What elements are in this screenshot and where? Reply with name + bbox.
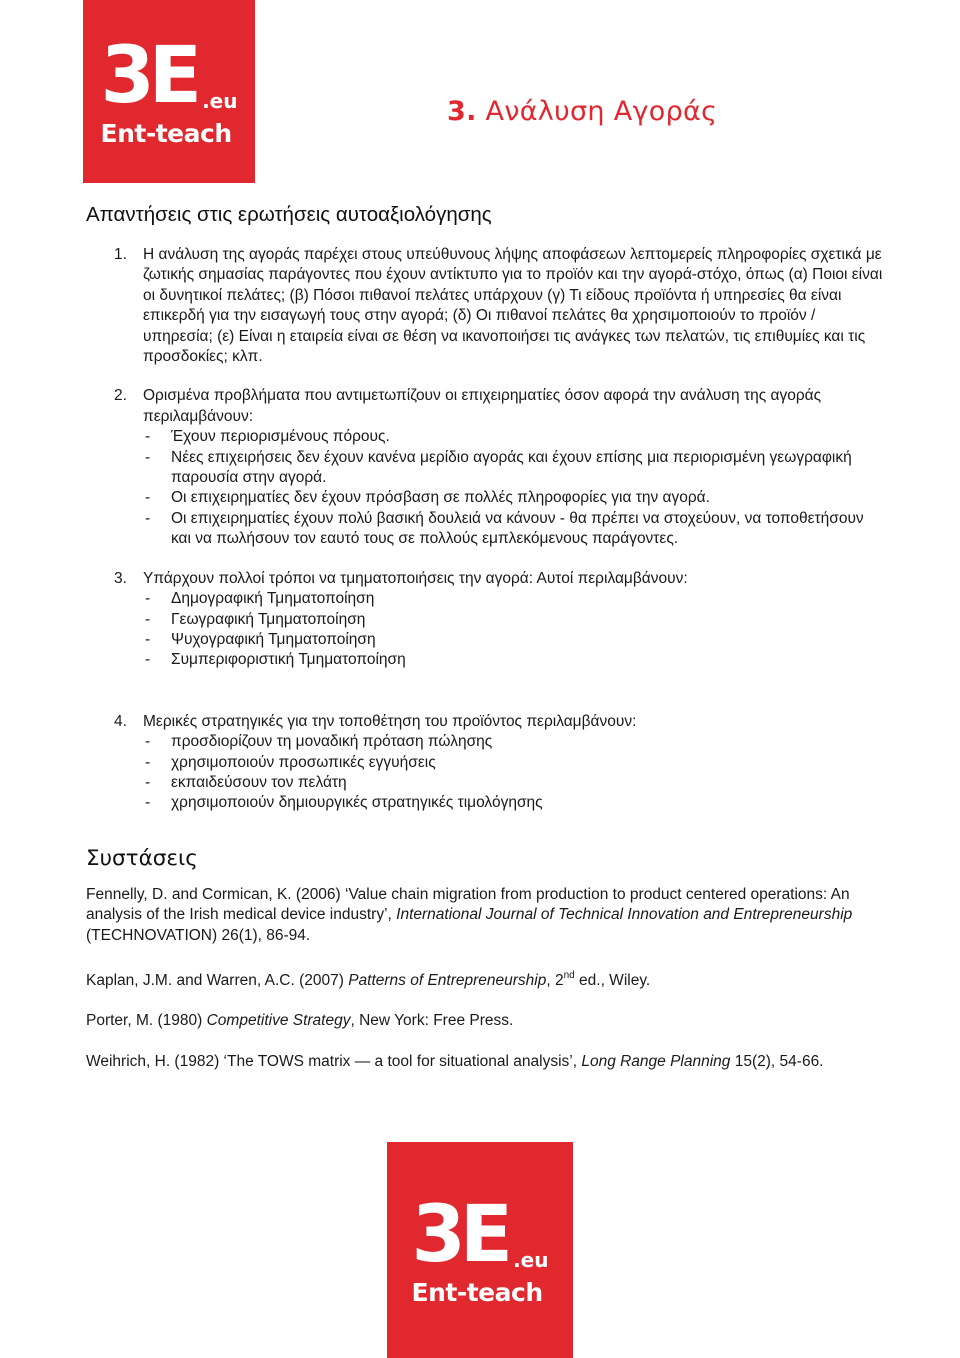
dash-mark: -	[145, 630, 151, 648]
logo-bottom	[387, 1142, 573, 1358]
bullet-item	[143, 509, 886, 550]
logo-mark	[411, 1189, 549, 1307]
bullet-text: χρησιμοποιούν δημιουργικές στρατηγικές τιμολόγησης	[171, 794, 543, 812]
answer-bullets	[143, 427, 886, 549]
reference-text: Weihrich, H. (1982) ‘The TOWS matrix — a tool for situational analysis’,	[86, 1052, 582, 1070]
chapter-title: Ανάλυση Αγοράς	[485, 96, 718, 127]
answer-text: Ορισμένα προβλήματα που αντιμετωπίζουν οι επιχειρηματίες όσον αφορά την ανάλυση της αγοράς περιλαμβάνουν:	[143, 387, 822, 425]
reference-superscript: nd	[563, 969, 575, 981]
answer-number: 2.	[114, 387, 127, 405]
dash-mark: -	[145, 428, 151, 446]
dash-mark: -	[145, 773, 151, 791]
reference-text: , New York: Free Press.	[350, 1012, 514, 1030]
bullet-text: Νέες επιχειρήσεις δεν έχουν κανένα μερίδιο αγοράς και έχουν επίσης μια περιορισμένη γεωγραφική παρουσία στην αγορά.	[171, 448, 852, 487]
reference-text: Fennelly, D. and Cormican, K. (2006) ‘Value chain migration from production to product centered operations: An analysis of the Irish medical device industry’,	[86, 885, 850, 924]
answers-heading: Απαντήσεις στις ερωτήσεις αυτοαξιολόγησης	[86, 203, 492, 226]
reference-item	[86, 966, 886, 991]
reference-text: Kaplan, J.M. and Warren, A.C. (2007)	[86, 971, 349, 989]
bullet-text: Γεωγραφική Τμηματοποίηση	[171, 610, 366, 628]
bullet-text: Έχουν περιορισμένους πόρους.	[171, 428, 390, 446]
reference-text: , 2	[546, 971, 564, 989]
page-title	[447, 96, 717, 127]
bullet-text: προσδιορίζουν τη μοναδική πρόταση πώλησης	[171, 733, 493, 751]
bullet-item	[143, 732, 886, 752]
dash-mark: -	[145, 489, 151, 507]
dash-mark: -	[145, 610, 151, 628]
dash-mark: -	[145, 448, 151, 466]
bullet-item	[143, 773, 886, 793]
bullet-item	[143, 650, 886, 670]
logo-eu-text: .eu	[513, 1247, 549, 1272]
references-list	[86, 885, 886, 1072]
bullet-text: Συμπεριφοριστική Τμηματοποίηση	[171, 651, 406, 669]
logo-3e-text: 3E	[100, 31, 197, 121]
bullet-item	[143, 630, 886, 650]
reference-title: Patterns of Entrepreneurship	[348, 971, 547, 989]
reference-text: ed., Wiley.	[574, 971, 651, 989]
bullet-item	[143, 488, 886, 508]
bullet-item	[143, 753, 886, 773]
logo-3e-text: 3E	[411, 1189, 508, 1280]
chapter-number: 3.	[447, 96, 477, 127]
dash-mark: -	[145, 590, 151, 608]
answer-bullets	[143, 732, 886, 814]
reference-text: Porter, M. (1980)	[86, 1012, 207, 1030]
bullet-text: χρησιμοποιούν προσωπικές εγγυήσεις	[171, 753, 436, 771]
reference-item	[86, 1011, 886, 1031]
answer-text: Μερικές στρατηγικές για την τοποθέτηση του προϊόντος περιλαμβάνουν:	[143, 712, 637, 730]
dash-mark: -	[145, 753, 151, 771]
bullet-item	[143, 793, 886, 813]
reference-text: 15(2), 54-66.	[730, 1052, 824, 1070]
answer-item-1	[86, 245, 886, 367]
dash-mark: -	[145, 794, 151, 812]
bullet-item	[143, 448, 886, 489]
references-heading: Συστάσεις	[86, 845, 198, 871]
reference-item	[86, 885, 886, 946]
bullet-item	[143, 589, 886, 609]
dash-mark: -	[145, 651, 151, 669]
answer-number: 1.	[114, 246, 127, 263]
reference-title: Competitive Strategy	[206, 1012, 351, 1030]
answer-item-4	[86, 712, 886, 814]
answer-item-2	[86, 386, 886, 549]
reference-title: International Journal of Technical Innovation and Entrepreneurship	[396, 906, 853, 924]
bullet-item	[143, 427, 886, 447]
logo-name-text: Ent-teach	[411, 1277, 543, 1307]
bullet-text: Δημογραφική Τμηματοποίηση	[171, 590, 375, 608]
logo-mark	[100, 31, 238, 148]
bullet-text: Ψυχογραφική Τμηματοποίηση	[171, 630, 376, 648]
dash-mark: -	[145, 509, 151, 527]
logo-eu-text: .eu	[202, 89, 238, 113]
reference-item	[86, 1052, 886, 1072]
answer-text: Υπάρχουν πολλοί τρόποι να τμηματοποιήσεις την αγορά: Αυτοί περιλαμβάνουν:	[143, 569, 688, 587]
document-body	[86, 203, 886, 1092]
answer-item-3	[86, 569, 886, 671]
dash-mark: -	[145, 733, 151, 751]
answer-number: 3.	[114, 569, 127, 587]
reference-text: (TECHNOVATION) 26(1), 86-94.	[86, 926, 311, 944]
answer-text: Η ανάλυση της αγοράς παρέχει στους υπεύθυνους λήψης αποφάσεων λεπτομερείς πληροφορίες σχετικά με ζωτικής σημασίας παράγοντες που έχουν αντίκτυπο για το προϊόν και την αγορά-στόχο, όπως (α) Ποιοι είναι οι δυνητικοί πελάτες; (β) Πόσοι πιθανοί πελάτες υπάρχουν (γ) Τι είδους προϊόντα ή υπηρεσίες θα είναι επικερδή για την εισαγωγή τους στην αγορά; (δ) Οι πιθανοί πελάτες θα χρησιμοποιούν το προϊόν / υπηρεσία; (ε) Είναι η εταιρεία είναι σε θέση να ικανοποιήσει τις ανάγκες των πελατών, τις επιθυμίες και τις προσδοκίες; κλπ.	[143, 246, 883, 366]
answers-list	[86, 245, 886, 814]
logo-name-text: Ent-teach	[100, 119, 232, 148]
logo-top	[83, 0, 255, 183]
bullet-text: εκπαιδεύσουν τον πελάτη	[171, 773, 347, 791]
bullet-text: Οι επιχειρηματίες έχουν πολύ βασική δουλειά να κάνουν - θα πρέπει να στοχεύουν, να τοποθετήσουν και να πωλήσουν τον εαυτό τους σε πολλούς εμπλεκόμενους παράγοντες.	[171, 509, 864, 548]
answer-bullets	[143, 589, 886, 671]
bullet-item	[143, 610, 886, 630]
answer-number: 4.	[114, 712, 127, 730]
reference-title: Long Range Planning	[581, 1052, 731, 1070]
bullet-text: Οι επιχειρηματίες δεν έχουν πρόσβαση σε πολλές πληροφορίες για την αγορά.	[171, 489, 710, 507]
